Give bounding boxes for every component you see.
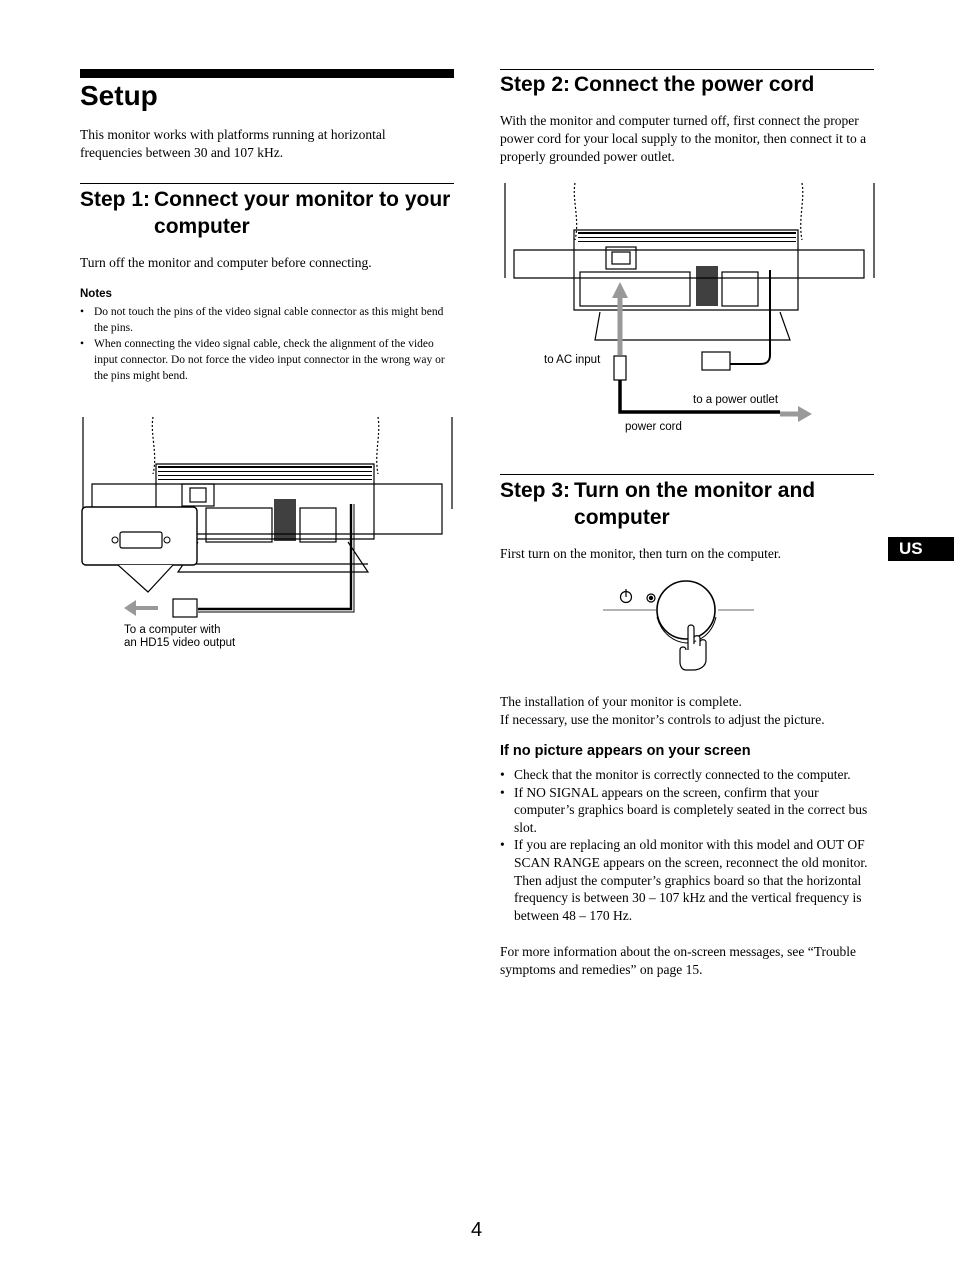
language-tab — [888, 537, 954, 561]
language-tab-label: US — [899, 539, 923, 558]
step1-rule — [80, 183, 454, 184]
more-info: For more information about the on-screen messages, see “Trouble symptoms and remedies” on page 15. — [500, 944, 857, 977]
step1-number: Step 1: — [80, 188, 151, 211]
step1-body: Turn off the monitor and computer before connecting. — [80, 255, 372, 270]
power-button-figure — [600, 580, 760, 680]
monitor-rear-signal-figure — [78, 414, 458, 650]
note-item: • When connecting the video signal cable, check the alignment of the video input connector. Do not force the video input connector in the wrong way or the pins might bend. — [80, 336, 454, 384]
no-picture-list — [500, 766, 874, 924]
step1-title: Connect your monitor to your computer — [154, 188, 451, 238]
monitor-rear-power-figure — [500, 180, 880, 440]
step2-heading — [500, 71, 874, 98]
no-picture-heading: If no picture appears on your screen — [500, 743, 751, 759]
label-ac-input: to AC input — [544, 354, 601, 366]
figure1-label — [124, 624, 235, 650]
step2-number: Step 2: — [500, 73, 571, 96]
note-item: • Do not touch the pins of the video signal cable connector as this might bend the pins. — [80, 304, 454, 336]
notes-heading: Notes — [80, 288, 112, 300]
troubleshoot-item: • Check that the monitor is correctly connected to the computer. — [500, 766, 874, 784]
step3-rule — [500, 474, 874, 475]
step3-body: First turn on the monitor, then turn on the computer. — [500, 546, 782, 561]
complete-line2: If necessary, use the monitor’s controls to adjust the picture. — [500, 712, 825, 727]
step2-body: With the monitor and computer turned off, first connect the proper power cord for your local supply to the monitor, then connect it to a properly grounded power outlet. — [500, 113, 867, 164]
figure1-label-line2: an HD15 video output — [124, 637, 236, 649]
intro-text: This monitor works with platforms running at horizontal frequencies between 30 and 107 kHz. — [80, 127, 386, 160]
troubleshoot-item: • If NO SIGNAL appears on the screen, confirm that your computer’s graphics board is completely seated in the correct bus slot. — [500, 784, 874, 837]
step3-heading — [500, 477, 874, 531]
notes-list — [80, 304, 454, 384]
label-power-cord: power cord — [625, 421, 682, 433]
step1-heading — [80, 186, 454, 240]
label-power-outlet: to a power outlet — [693, 394, 779, 406]
page-title: Setup — [80, 80, 158, 111]
page-number: 4 — [471, 1219, 483, 1241]
troubleshoot-item: • If you are replacing an old monitor with this model and OUT OF SCAN RANGE appears on the screen, reconnect the old monitor. Then adjust the computer’s graphics board so that the horizontal frequency is between 30 – 107 kHz and the vertical frequency is between 48 – 170 Hz. — [500, 836, 874, 924]
figure1-label-line1: To a computer with — [124, 624, 221, 636]
step3-title: Turn on the monitor and computer — [574, 479, 816, 529]
step2-rule — [500, 69, 874, 70]
step3-number: Step 3: — [500, 479, 571, 502]
step2-title: Connect the power cord — [574, 73, 815, 96]
title-rule — [80, 69, 454, 78]
complete-line1: The installation of your monitor is complete. — [500, 694, 742, 709]
